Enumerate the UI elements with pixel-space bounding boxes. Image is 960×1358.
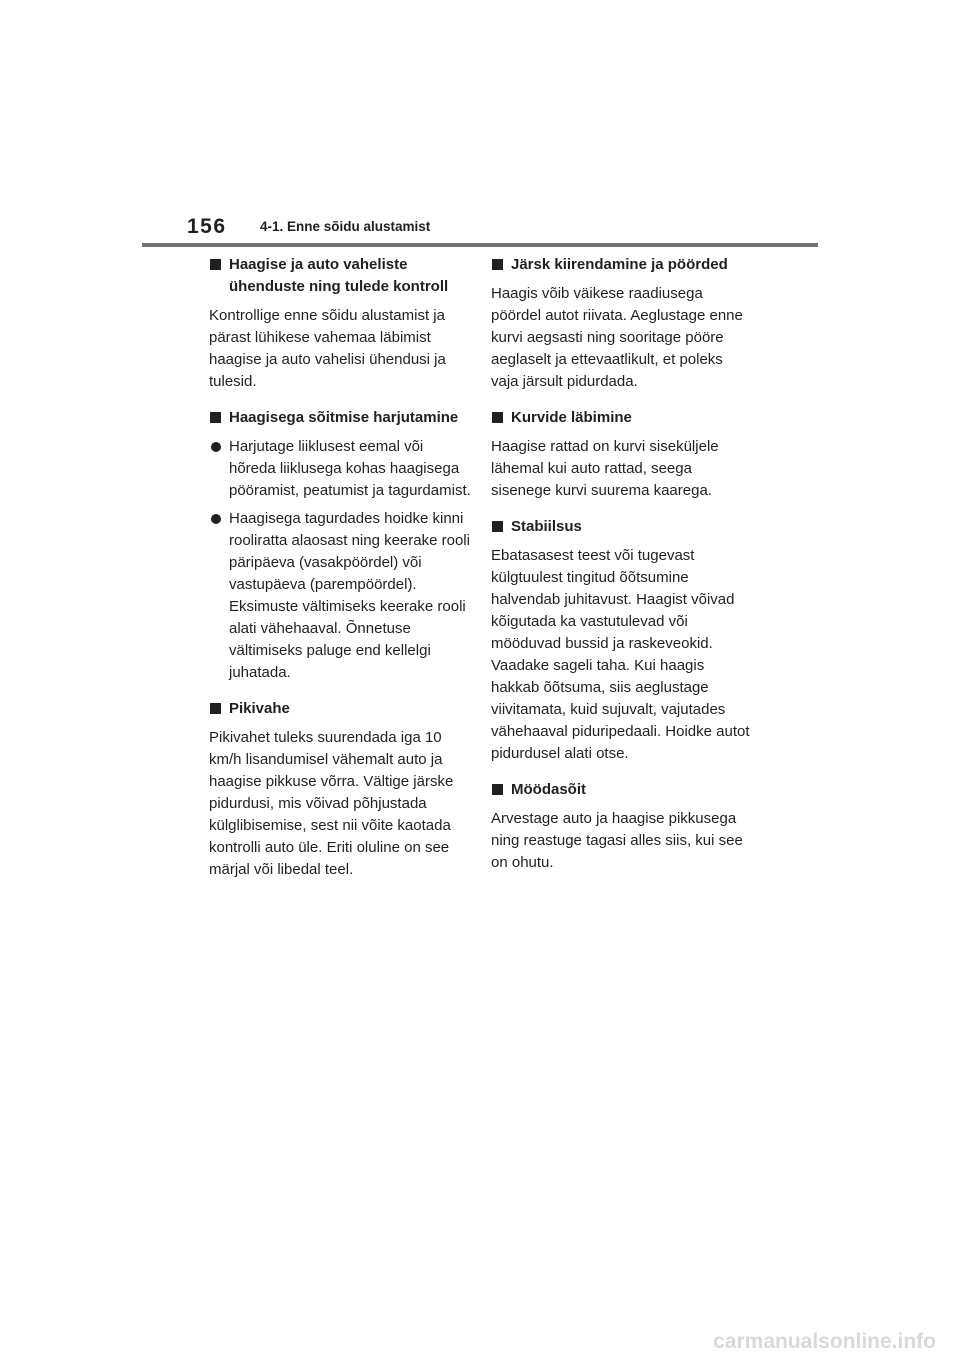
square-bullet-icon [210, 703, 221, 714]
heading-text: Haagisega sõitmise harjutamine [229, 409, 459, 426]
paragraph: Pikivahet tuleks suurendada iga 10 km/h lisandumisel vähemalt auto ja haagise pikkuse võrra. Vältige järske pidurdusi, mis võivad põhjustada külglibisemise, sest nii võite kaotada kontrolli auto üle. Eriti oluline on see märjal või libedal teel. [209, 729, 454, 878]
heading-text: Kurvide läbimine [511, 409, 632, 426]
paragraph: Kontrollige enne sõidu alustamist ja pärast lühikese vahemaa läbimist haagise ja auto vahelisi ühendusi ja tulesid. [209, 307, 446, 390]
section-connections [209, 254, 471, 393]
heading-text: Järsk kiirendamine ja pöörded [511, 256, 728, 273]
bullet-item [209, 508, 471, 684]
section-practice [209, 407, 471, 684]
heading-text: Pikivahe [229, 700, 290, 717]
section-heading [491, 516, 753, 538]
section-heading [209, 254, 471, 298]
bullet-text: Haagisega tagurdades hoidke kinni rooliratta alaosast ning keerake rooli päripäeva (vasakpöördel) või vastupäeva (parempöördel). Eksimuste vältimiseks keerake rooli alati vähehaaval. Õnnetuse vältimiseks paluge end kellelgi juhatada. [229, 510, 470, 681]
right-column [491, 254, 753, 888]
section-heading [209, 698, 471, 720]
paragraph: Haagise rattad on kurvi siseküljele lähemal kui auto rattad, seega sisenege kurvi suurema kaarega. [491, 438, 719, 499]
paragraph: Ebatasasest teest või tugevast külgtuulest tingitud õõtsumine halvendab juhitavust. Haagist võivad kõigutada ka vastutulevad või mööduvad bussid ja raskeveokid. Vaadake sageli taha. Kui haagis hakkab õõtsuma, siis aeglustage viivitamata, kuid sujuvalt, vajutades vähehaaval piduripedaali. Hoidke autot pidurdusel alati otse. [491, 547, 750, 762]
square-bullet-icon [210, 412, 221, 423]
section-curves [491, 407, 753, 502]
section-title: 4-1. Enne sõidu alustamist [260, 219, 431, 234]
heading-text: Möödasõit [511, 781, 586, 798]
square-bullet-icon [492, 259, 503, 270]
square-bullet-icon [492, 412, 503, 423]
bullet-item [209, 436, 471, 502]
paragraph: Haagis võib väikese raadiusega pöördel autot riivata. Aeglustage enne kurvi aegsasti ning sooritage pööre aeglaselt ja ettevaatlikult, et poleks vaja järsult pidurdada. [491, 285, 743, 390]
round-bullet-icon [211, 514, 221, 524]
left-column [209, 254, 471, 895]
page-number: 156 [187, 215, 227, 238]
square-bullet-icon [492, 784, 503, 795]
section-heading [491, 779, 753, 801]
header-rule [142, 243, 818, 247]
section-acceleration [491, 254, 753, 393]
square-bullet-icon [492, 521, 503, 532]
bullet-text: Harjutage liiklusest eemal või hõreda liiklusega kohas haagisega pööramist, peatumist ja tagurdamist. [229, 438, 471, 499]
section-overtaking [491, 779, 753, 874]
heading-text: Haagise ja auto vaheliste ühenduste ning tulede kontroll [229, 256, 449, 295]
section-heading [491, 407, 753, 429]
paragraph: Arvestage auto ja haagise pikkusega ning reastuge tagasi alles siis, kui see on ohutu. [491, 810, 743, 871]
section-following-distance [209, 698, 471, 881]
section-heading [209, 407, 471, 429]
section-heading [491, 254, 753, 276]
heading-text: Stabiilsus [511, 518, 582, 535]
watermark: carmanualsonline.info [713, 1330, 936, 1353]
section-stability [491, 516, 753, 765]
square-bullet-icon [210, 259, 221, 270]
round-bullet-icon [211, 442, 221, 452]
